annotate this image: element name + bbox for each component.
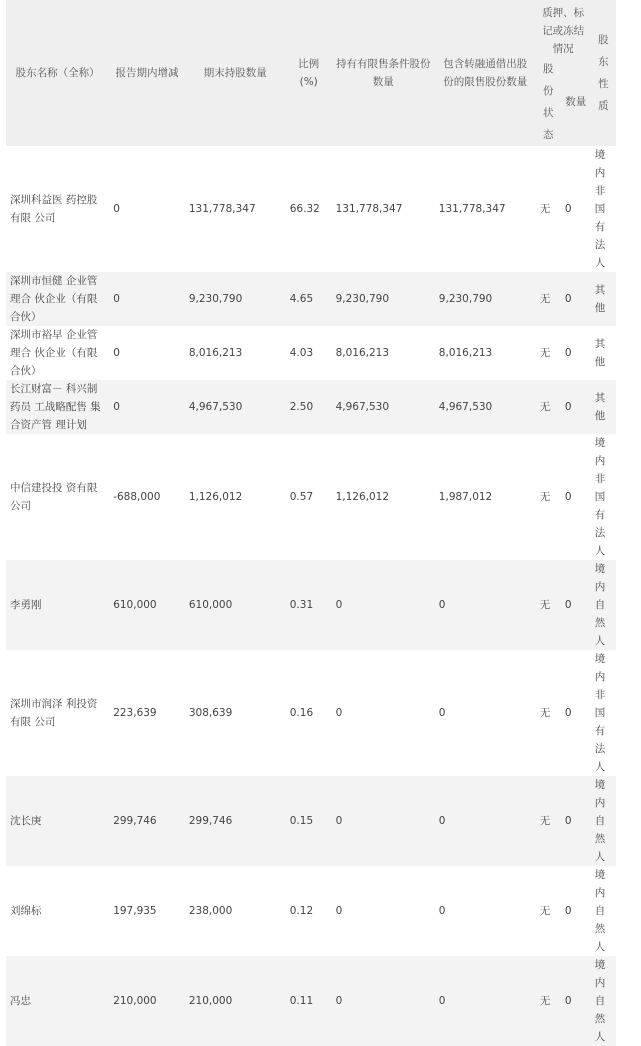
incl-lent-shares: 9,230,790 — [435, 272, 536, 326]
pledge-status: 无 — [536, 956, 561, 1046]
ratio: 4.65 — [286, 272, 332, 326]
header-incl-lent: 包含转融通借出股份的限售股份数量 — [435, 0, 536, 146]
incl-lent-shares: 0 — [438, 905, 446, 917]
header-change: 报告期内增减 — [109, 0, 185, 146]
pledge-status: 无 — [536, 560, 561, 650]
pledge-status: 无 — [536, 380, 561, 434]
change-value: -688,000 — [113, 491, 161, 503]
restricted-shares: 0 — [332, 776, 435, 866]
change-value: 610,000 — [109, 560, 185, 650]
restricted-shares: 131,778,347 — [335, 203, 403, 215]
table-row — [6, 380, 616, 434]
header-ratio: 比例(%) — [286, 0, 332, 146]
pledge-qty: 0 — [561, 380, 591, 434]
end-shares: 1,126,012 — [188, 491, 243, 503]
ratio: 0.31 — [286, 560, 332, 650]
table-row — [6, 776, 616, 866]
pledge-qty: 0 — [564, 491, 572, 503]
restricted-shares: 9,230,790 — [332, 272, 435, 326]
shareholder-nature: 其他 — [591, 272, 616, 326]
shareholder-name: 深圳市恒健 企业管理合 伙企业（有限合伙） — [6, 272, 109, 326]
ratio: 0.57 — [289, 491, 314, 503]
change-value: 0 — [109, 272, 185, 326]
shareholder-nature: 境内非国有法人 — [594, 437, 606, 557]
shareholder-name: 长江财富－ 科兴制药员 工战略配售 集合资产管 理计划 — [6, 380, 109, 434]
pledge-status: 无 — [539, 347, 551, 359]
shareholder-nature: 境内自然人 — [591, 956, 616, 1046]
pledge-qty: 0 — [561, 776, 591, 866]
pledge-status: 无 — [536, 776, 561, 866]
ratio: 0.16 — [289, 707, 314, 719]
pledge-status: 无 — [539, 491, 551, 503]
change-value: 210,000 — [109, 956, 185, 1046]
restricted-shares: 0 — [332, 956, 435, 1046]
incl-lent-shares: 0 — [435, 956, 536, 1046]
header-name: 股东名称（全称） — [6, 0, 109, 146]
pledge-status: 无 — [539, 905, 551, 917]
change-value: 0 — [113, 203, 120, 215]
restricted-shares: 0 — [335, 707, 343, 719]
ratio: 0.15 — [286, 776, 332, 866]
table-row — [6, 272, 616, 326]
shareholder-nature: 其他 — [594, 338, 606, 368]
table-row — [6, 560, 616, 650]
table-row — [6, 434, 616, 560]
header-pledge-status: 股份状态 — [536, 58, 561, 146]
end-shares: 131,778,347 — [188, 203, 256, 215]
change-value: 299,746 — [109, 776, 185, 866]
header-nature: 股东性质 — [591, 0, 616, 146]
header-pledge-qty: 数量 — [561, 58, 591, 146]
end-shares: 9,230,790 — [185, 272, 286, 326]
end-shares: 299,746 — [185, 776, 286, 866]
incl-lent-shares: 0 — [435, 560, 536, 650]
shareholder-name: 中信建投投 资有限公司 — [10, 482, 98, 512]
pledge-qty: 0 — [561, 956, 591, 1046]
restricted-shares: 0 — [332, 560, 435, 650]
change-value: 197,935 — [113, 905, 157, 917]
incl-lent-shares: 131,778,347 — [438, 203, 506, 215]
shareholder-name: 深圳市润泽 利投资有限 公司 — [10, 698, 98, 728]
table-row — [6, 326, 616, 380]
shareholder-nature: 境内非国有法人 — [594, 149, 606, 269]
header-end-shares: 期末持股数量 — [185, 0, 286, 146]
header-pledge-group: 质押、标记或冻结情况 — [536, 0, 591, 58]
shareholder-name: 刘绵标 — [10, 905, 42, 917]
change-value: 223,639 — [113, 707, 157, 719]
pledge-qty: 0 — [564, 707, 572, 719]
shareholder-nature: 境内自然人 — [594, 869, 606, 953]
pledge-status: 无 — [539, 707, 551, 719]
end-shares: 210,000 — [185, 956, 286, 1046]
incl-lent-shares: 1,987,012 — [438, 491, 493, 503]
ratio: 2.50 — [286, 380, 332, 434]
table-row — [6, 956, 616, 1046]
incl-lent-shares: 0 — [435, 776, 536, 866]
shareholders-table — [6, 0, 616, 1046]
shareholder-nature: 境内自然人 — [591, 776, 616, 866]
restricted-shares: 1,126,012 — [335, 491, 390, 503]
shareholder-name: 李勇刚 — [6, 560, 109, 650]
shareholder-name: 深圳市裕早 企业管理合 伙企业（有限合伙） — [10, 329, 98, 377]
shareholder-name: 深圳科益医 药控股有限 公司 — [10, 194, 98, 224]
pledge-qty: 0 — [561, 272, 591, 326]
incl-lent-shares: 8,016,213 — [438, 347, 493, 359]
end-shares: 308,639 — [188, 707, 233, 719]
shareholder-name: 沈长庚 — [6, 776, 109, 866]
end-shares: 8,016,213 — [188, 347, 243, 359]
change-value: 0 — [109, 380, 185, 434]
shareholder-name: 冯忠 — [6, 956, 109, 1046]
incl-lent-shares: 0 — [438, 707, 446, 719]
shareholder-nature: 境内自然人 — [591, 560, 616, 650]
ratio: 0.11 — [286, 956, 332, 1046]
shareholder-nature: 境内非国有法人 — [594, 653, 606, 773]
incl-lent-shares: 4,967,530 — [435, 380, 536, 434]
pledge-qty: 0 — [564, 203, 572, 215]
ratio: 66.32 — [289, 203, 320, 215]
pledge-qty: 0 — [564, 905, 572, 917]
pledge-qty: 0 — [564, 347, 572, 359]
ratio: 0.12 — [289, 905, 314, 917]
end-shares: 610,000 — [185, 560, 286, 650]
change-value: 0 — [113, 347, 120, 359]
table-row — [6, 866, 616, 956]
table-row — [6, 146, 616, 272]
pledge-status: 无 — [539, 203, 551, 215]
restricted-shares: 4,967,530 — [332, 380, 435, 434]
table-row — [6, 650, 616, 776]
shareholder-nature: 其他 — [591, 380, 616, 434]
restricted-shares: 0 — [335, 905, 343, 917]
end-shares: 4,967,530 — [185, 380, 286, 434]
end-shares: 238,000 — [188, 905, 233, 917]
pledge-qty: 0 — [561, 560, 591, 650]
header-restricted: 持有有限售条件股份数量 — [332, 0, 435, 146]
pledge-status: 无 — [536, 272, 561, 326]
ratio: 4.03 — [289, 347, 314, 359]
restricted-shares: 8,016,213 — [335, 347, 390, 359]
